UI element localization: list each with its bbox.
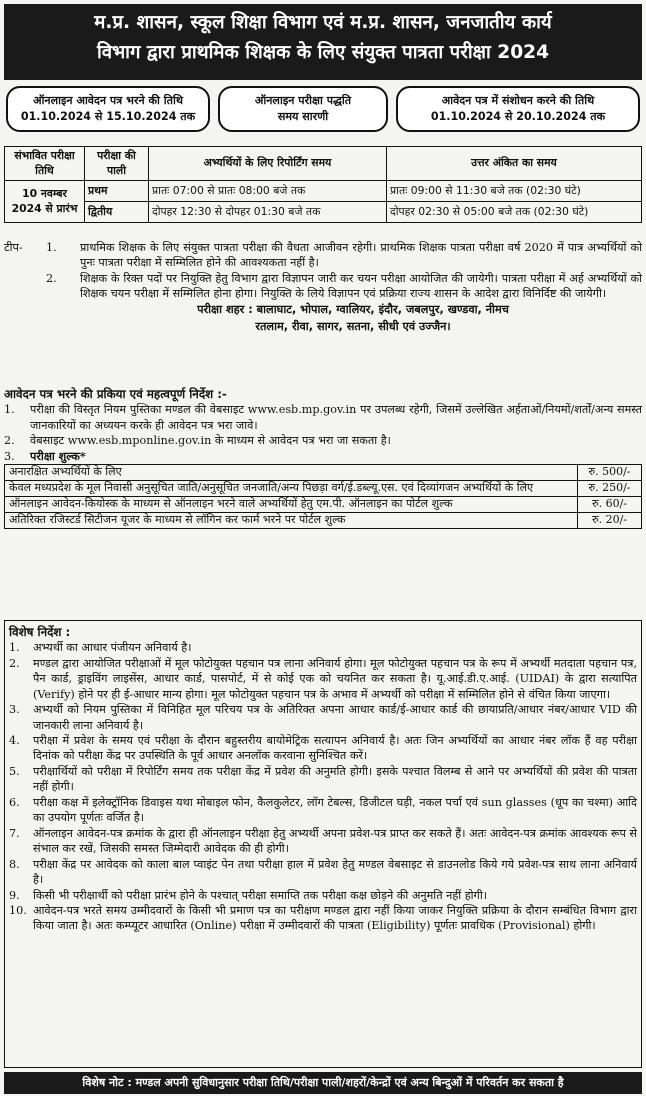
fee-row — [5, 481, 642, 497]
process-item — [4, 402, 642, 433]
fee-category: अनारक्षित अभ्यर्थियों के लिए — [5, 465, 578, 481]
title-line-1: म.प्र. शासन, स्कूल शिक्षा विभाग एवं म.प्र. शासन, जनजातीय कार्य — [94, 12, 552, 33]
instruction-number: 4. — [9, 733, 20, 747]
instruction-number: 10. — [9, 903, 27, 917]
process-text: परीक्षा की विस्तृत नियम पुस्तिका मण्डल की वेबसाइट www.esb.mp.gov.in पर उपलब्ध रहेगी, जिसमें उल्लेखित अर्हताओं/नियमों/शर्तों/अन्य समस्त जानकारियों का अध्ययन करके ही आवेदन पत्र भरा जावे। — [30, 403, 642, 432]
correction-date-value: 01.10.2024 से 20.10.2024 तक — [430, 110, 606, 124]
exam-cities-line-2: रतलाम, रीवा, सागर, सतना, सीधी एवं उज्जैन। — [255, 319, 451, 333]
instruction-text: अभ्यर्थी का आधार पंजीयन अनिवार्य है। — [33, 641, 192, 655]
exam-mode-label: ऑनलाइन परीक्षा पद्धति — [254, 94, 352, 107]
process-item — [4, 433, 642, 448]
schedule-row — [5, 202, 642, 223]
correction-date-box — [396, 86, 640, 132]
process-item — [4, 449, 642, 464]
schedule-row — [5, 181, 642, 202]
title-line-2: विभाग द्वारा प्राथमिक शिक्षक के लिए संयुक्त पात्रता परीक्षा 2024 — [96, 42, 550, 64]
special-instructions — [4, 620, 642, 1068]
fee-amount: रु. 250/- — [578, 481, 642, 497]
process-section — [4, 386, 642, 529]
instruction-text: परीक्षा में प्रवेश के समय एवं परीक्षा के दौरान बहुस्तरीय बायोमेट्रिक सत्यापन अनिवार्य है। अतः जिन अभ्यर्थियों का आधार नंबर लॉक हैं वह परीक्षा दिनांक को परीक्षा केंद्र पर उपस्थिति के पूर्व आधार अनलॉक करवाना सुनिश्चित करें। — [33, 733, 637, 763]
fee-row — [5, 496, 642, 512]
fee-table — [4, 464, 642, 529]
instruction-number: 5. — [9, 764, 20, 778]
instruction-text: मण्डल द्वारा आयोजित परीक्षाओं में मूल फोटोयुक्त पहचान पत्र लाना अनिवार्य होगा। मूल फोटोयुक्त पहचान पत्र के रूप में अभ्यर्थी मतदाता पहचान पत्र, पैन कार्ड, ड्राइविंग लाइसेंस, आधार कार्ड, पासपोर्ट, में से कोई एक को चयनित कर सकता है। यू.आई.डी.ए.आई. (UIDAI) के द्वारा सत्यापित (Verify) होने पर ही ई-आधार मान्य होगा। मूल फोटोयुक्त पहचान पत्र के अभाव में अभ्यर्थी को परीक्षा में सम्मिलित होने से वंचित किया जाएगा। — [33, 656, 637, 701]
notes-section — [4, 240, 642, 336]
note-number: 1. — [46, 241, 57, 254]
reporting-time: दोपहर 12:30 से दोपहर 01:30 बजे तक — [149, 202, 387, 223]
exam-fee-heading: परीक्षा शुल्क* — [30, 448, 86, 463]
instruction-text: परीक्षार्थियों को परीक्षा में रिपोर्टिंग समय तक परीक्षा केंद्र में प्रवेश की अनुमति होगी। इसके पश्चात विलम्ब से आने पर अभ्यर्थियों की प्रवेश की पात्रता नहीं होगी। — [33, 764, 637, 794]
process-heading: आवेदन पत्र भरने की प्रकिया एवं महत्वपूर्ण निर्देश :- — [4, 387, 227, 401]
schedule-table — [4, 146, 642, 223]
header-reporting-time: अभ्यर्थियों के लिए रिपोर्टिंग समय — [149, 147, 387, 181]
instruction-item — [9, 903, 637, 934]
process-number: 3. — [4, 449, 15, 463]
schedule-header-row — [5, 147, 642, 181]
exam-start-date: 10 नवम्बर 2024 से प्रारंभ — [5, 181, 85, 223]
page-title — [4, 4, 642, 80]
exam-cities — [64, 302, 642, 336]
exam-schedule-box — [218, 86, 388, 132]
instruction-item — [9, 857, 637, 888]
instruction-item — [9, 764, 637, 795]
instruction-item — [9, 826, 637, 857]
instruction-text: ऑनलाइन आवेदन-पत्र क्रमांक के द्वारा ही ऑनलाइन परीक्षा हेतु अभ्यर्थी अपना प्रवेश-पत्र प्राप्त कर सकते हैं। अतः आवेदन-पत्र क्रमांक आवश्यक रूप से संभाल कर रखें, जिसकी समस्त जिम्मेदारी आवेदक की ही होगी। — [33, 826, 637, 856]
fee-category: केवल मध्यप्रदेश के मूल निवासी अनुसूचित जाति/अनुसूचित जनजाति/अन्य पिछड़ा वर्ग/ई.डब्ल्यू.एस. एवं दिव्यांगजन अभ्यर्थियों के लिए — [5, 481, 578, 497]
instruction-item — [9, 702, 637, 733]
application-date-label: ऑनलाइन आवेदन पत्र भरने की तिथि — [33, 94, 183, 107]
correction-date-label: आवेदन पत्र में संशोधन करने की तिथि — [441, 94, 595, 107]
special-heading: विशेष निर्देश : — [9, 625, 71, 639]
fee-row — [5, 465, 642, 481]
instruction-text: परीक्षा केंद्र पर आवेदक को काला बाल प्वाइंट पेन तथा परीक्षा हाल में प्रवेश हेतु मण्डल वेबसाइट से डाउनलोड किये गये प्रवेश-पत्र साथ लाना अनिवार्य है। — [33, 857, 637, 887]
header-exam-date: संभावित परीक्षा तिथि — [5, 147, 85, 181]
exam-schedule-label: समय सारणी — [277, 110, 329, 124]
header-shift: परीक्षा की पाली — [85, 147, 149, 181]
note-text: प्राथमिक शिक्षक के लिए संयुक्त पात्रता परीक्षा की वैधता आजीवन रहेगी। प्राथमिक शिक्षक पात्रता परीक्षा वर्ष 2020 में पात्र अभ्यर्थियों को पुनः पात्रता परीक्षा में सम्मिलित होने की आवश्यकता नहीं है। — [80, 241, 642, 270]
instruction-item — [9, 656, 637, 702]
instruction-number: 1. — [9, 641, 20, 655]
exam-cities-line-1: परीक्षा शहर : बालाघाट, भोपाल, ग्वालियर, इंदौर, जबलपुर, खण्डवा, नीमच — [197, 302, 509, 316]
instruction-text: परीक्षा कक्ष में इलेक्ट्रॉनिक डिवाइस यथा मोबाइल फोन, कैलकुलेटर, लॉग टेबल्स, डिजीटल घड़ी, नकल पर्चा एवं sun glasses (धूप का चश्मा) आदि का उपयोग पूर्णतः वर्जित है। — [33, 795, 637, 825]
application-date-box — [6, 86, 210, 132]
application-date-value: 01.10.2024 से 15.10.2024 तक — [20, 110, 196, 124]
fee-amount: रु. 500/- — [578, 465, 642, 481]
instruction-item — [9, 733, 637, 764]
process-number: 1. — [4, 403, 15, 417]
instruction-item — [9, 888, 637, 903]
instruction-number: 6. — [9, 795, 20, 809]
process-text: वेबसाइट www.esb.mponline.gov.in के माध्यम से आवेदन पत्र भरा जा सकता है। — [30, 434, 391, 448]
fee-amount: रु. 60/- — [578, 496, 642, 512]
instruction-text: किसी भी परीक्षार्थी को परीक्षा प्रारंभ होने के पश्चात् परीक्षा समाप्ति तक परीक्षा कक्ष छोड़ने की अनुमति नहीं होगी। — [33, 888, 487, 902]
instruction-number: 3. — [9, 703, 20, 717]
fee-row — [5, 512, 642, 528]
fee-category: अतिरिक्त रजिस्टर्ड सिटीजन यूजर के माध्यम से लॉगिन कर फार्म भरने पर पोर्टल शुल्क — [5, 512, 578, 528]
instruction-number: 9. — [9, 888, 20, 902]
instruction-number: 2. — [9, 656, 20, 670]
reporting-time: प्रातः 07:00 से प्रातः 08:00 बजे तक — [149, 181, 387, 202]
header-answer-time: उत्तर अंकित का समय — [387, 147, 642, 181]
instruction-number: 7. — [9, 826, 20, 840]
note-number: 2. — [46, 271, 57, 285]
shift-name: प्रथम — [85, 181, 149, 202]
process-number: 2. — [4, 434, 15, 448]
fee-amount: रु. 20/- — [578, 512, 642, 528]
special-note-footer: विशेष नोट : मण्डल अपनी सुविधानुसार परीक्षा तिथि/परीक्षा पाली/शहरों/केन्द्रों एवं अन्य बिन्दुओं में परिवर्तन कर सकता है — [4, 1072, 642, 1094]
answer-time: प्रातः 09:00 से 11:30 बजे तक (02:30 घंटे) — [387, 181, 642, 202]
answer-time: दोपहर 02:30 से 05:00 बजे तक (02:30 घंटे) — [387, 202, 642, 223]
instruction-item — [9, 640, 637, 655]
shift-name: द्वितीय — [85, 202, 149, 223]
note-text: शिक्षक के रिक्त पदों पर नियुक्ति हेतु विभाग द्वारा विज्ञापन जारी कर चयन परीक्षा आयोजित की जायेगी। पात्रता परीक्षा में अर्ह अभ्यर्थियों को शिक्षक चयन परीक्षा में सम्मिलित होना होगा। नियुक्ति के लिये विज्ञापन एवं प्रक्रिया राज्य शासन के आदेश द्वारा विनिर्दिष्ट की जायेगी। — [80, 271, 642, 301]
instruction-text: आवेदन-पत्र भरते समय उम्मीदवारों के किसी भी प्रमाण पत्र का परीक्षण मण्डल द्वारा नहीं किया जाकर नियुक्ति प्रक्रिया के दौरान सम्बंधित विभाग द्वारा किया जाता है। अतः कम्प्यूटर आधारित (Online) परीक्षा में उम्मीदवारों की पात्रता (Eligibility) पूर्णतः प्रावधिक (Provisional) होगी। — [33, 903, 637, 933]
instruction-number: 8. — [9, 857, 20, 871]
instruction-item — [9, 795, 637, 826]
notes-label: टीप- — [4, 241, 23, 254]
fee-category: ऑनलाइन आवेदन-कियोस्क के माध्यम से ऑनलाइन भरने वाले अभ्यर्थियों हेतु एम.पी. ऑनलाइन का पोर्टल शुल्क — [5, 496, 578, 512]
note-item — [4, 271, 642, 302]
instruction-text: अभ्यर्थी को नियम पुस्तिका में विनिहित मूल परिचय पत्र के अतिरिक्त अपना आधार कार्ड/ई-आधार कार्ड की छायाप्रति/आधार नंबर/आधार VID की जानकारी लाना अनिवार्य है। — [33, 703, 637, 732]
note-item — [4, 240, 642, 271]
